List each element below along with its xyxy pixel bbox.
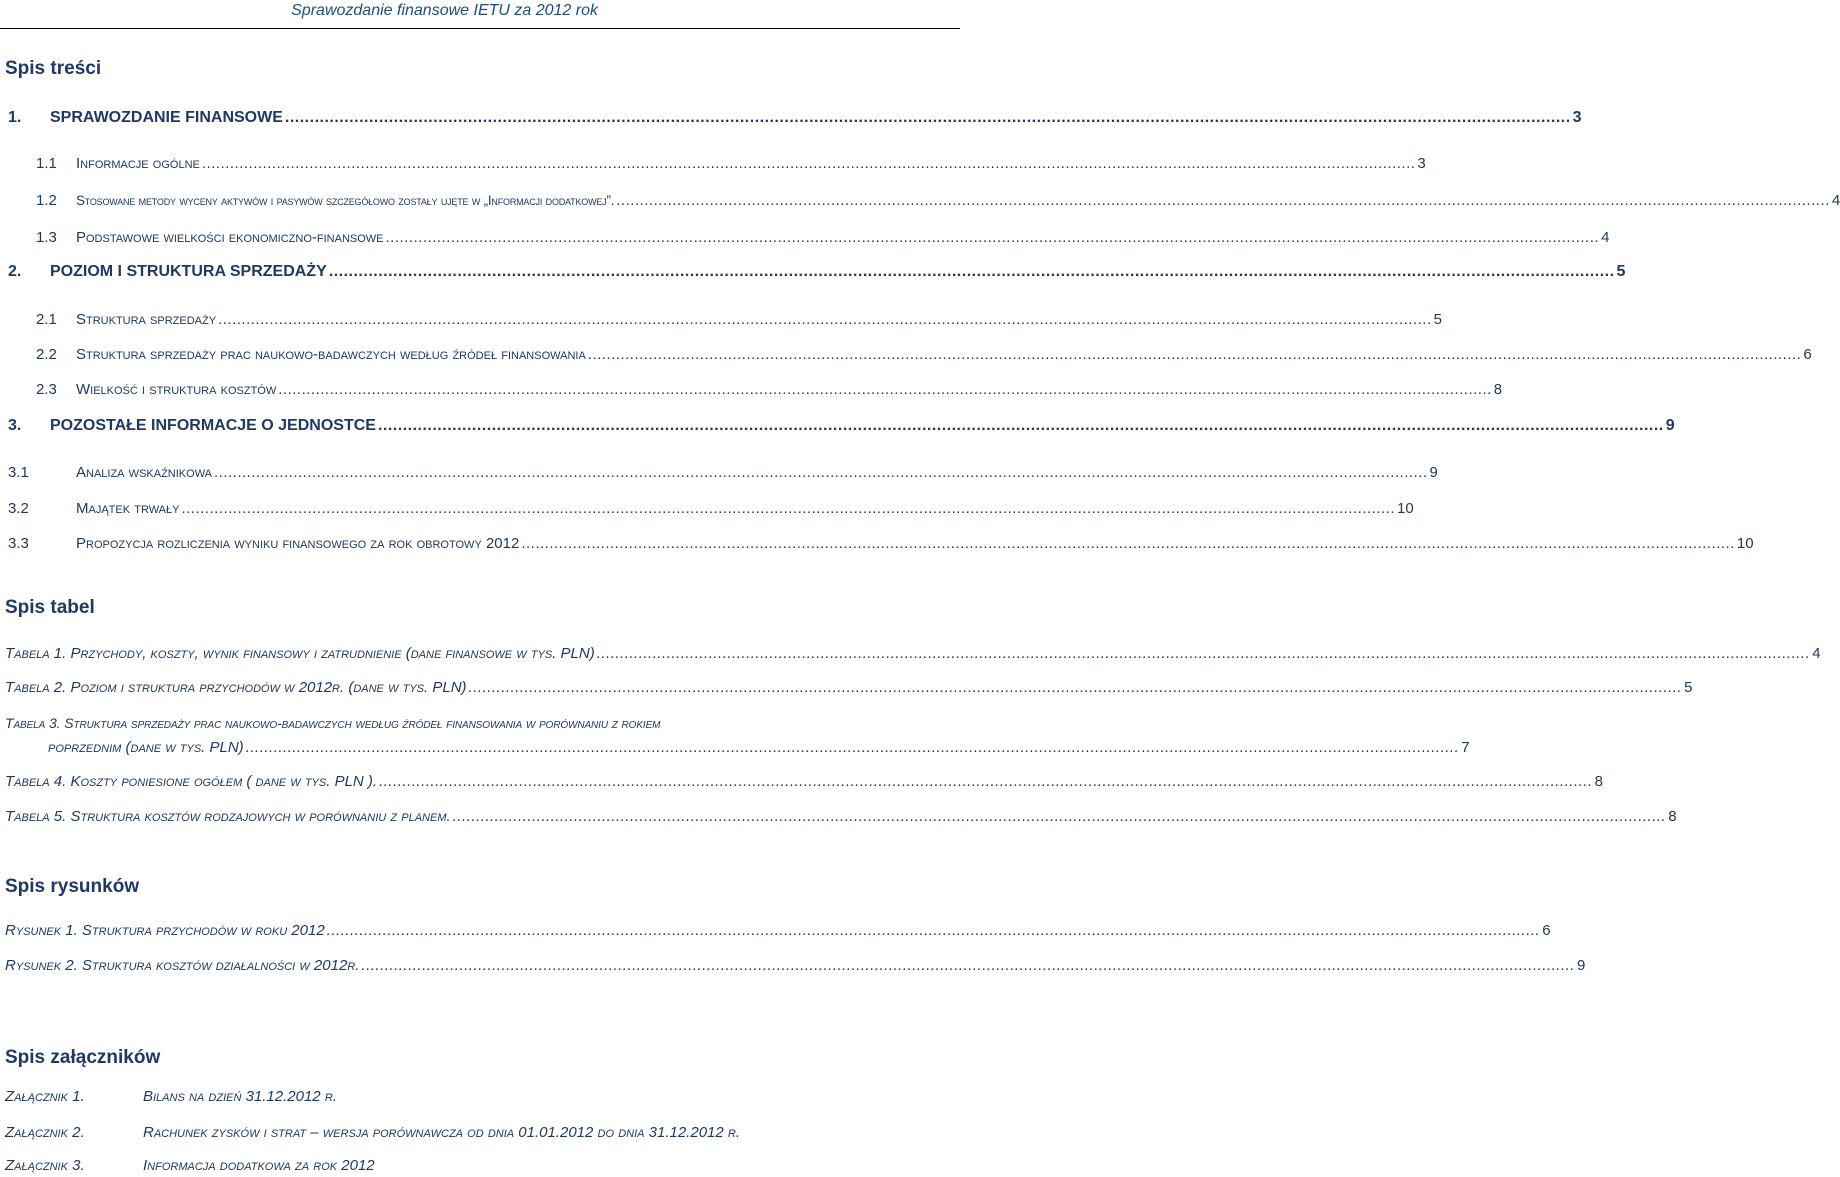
toc-entry-2-2[interactable]: 2.2 Struktura sprzedaży prac naukowo-badawczych według źródeł finansowania ..... 6: [36, 346, 884, 364]
attachment-entry-1[interactable]: Załącznik 1. Bilans na dzień 31.12.2012 r.: [5, 1088, 337, 1105]
toc-title: Spis treści: [5, 58, 102, 79]
figures-title: Spis rysunków: [5, 876, 140, 897]
document-title: Sprawozdanie finansowe IETU za 2012 rok: [291, 2, 598, 19]
attachments-title: Spis załączników: [5, 1047, 161, 1068]
table-entry-3[interactable]: Tabela 3. Struktura sprzedaży prac naukowo-badawczych według źródeł finansowania w porównaniu z rokiem: [5, 715, 661, 731]
attachment-entry-3[interactable]: Załącznik 3. Informacja dodatkowa za rok 2012: [5, 1157, 375, 1174]
figure-entry-2[interactable]: Rysunek 2. Struktura kosztów działalności w 2012r. ..... 9: [5, 957, 884, 975]
toc-entry-1-3[interactable]: 1.3 Podstawowe wielkości ekonomiczno-finansowe ..... 4: [36, 229, 884, 247]
toc-entry-1-1[interactable]: 1.1 Informacje ogólne ..... 3: [36, 155, 884, 173]
toc-entry-3[interactable]: 3. POZOSTAŁE INFORMACJE O JEDNOSTCE ..... 9: [8, 417, 884, 435]
table-entry-4[interactable]: Tabela 4. Koszty poniesione ogółem ( dane w tys. PLN ). ..... 8: [5, 773, 884, 791]
toc-entry-3-3[interactable]: 3.3 Propozycja rozliczenia wyniku finansowego za rok obrotowy 2012 ..... 10: [8, 535, 884, 553]
toc-entry-2-3[interactable]: 2.3 Wielkość i struktura kosztów ..... 8: [36, 381, 884, 399]
toc-entry-2-1[interactable]: 2.1 Struktura sprzedaży ..... 5: [36, 311, 884, 329]
toc-entry-2[interactable]: 2. POZIOM I STRUKTURA SPRZEDAŻY ..... 5: [8, 263, 884, 281]
tables-title: Spis tabel: [5, 597, 95, 618]
table-entry-2[interactable]: Tabela 2. Poziom i struktura przychodów w 2012r. (dane w tys. PLN) ..... 5: [5, 679, 884, 697]
toc-entry-1[interactable]: 1. SPRAWOZDANIE FINANSOWE ..... 3: [8, 109, 884, 127]
figure-entry-1[interactable]: Rysunek 1. Struktura przychodów w roku 2012 ..... 6: [5, 922, 884, 940]
table-entry-5[interactable]: Tabela 5. Struktura kosztów rodzajowych w porównaniu z planem. ..... 8: [5, 808, 884, 826]
attachment-entry-2[interactable]: Załącznik 2. Rachunek zysków i strat – wersja porównawcza od dnia 01.01.2012 do dnia 31.12.2012 r.: [5, 1124, 740, 1141]
toc-entry-1-2[interactable]: 1.2 Stosowane metody wyceny aktywów i pasywów szczegółowo zostały ujęte w „Informacji dodatkowej”. ..... 4: [36, 192, 884, 210]
toc-entry-3-1[interactable]: 3.1 Analiza wskaźnikowa ..... 9: [8, 464, 884, 482]
table-entry-3-continuation[interactable]: poprzednim (dane w tys. PLN) ..... 7: [48, 739, 884, 757]
toc-entry-3-2[interactable]: 3.2 Majątek trwały ..... 10: [8, 500, 884, 518]
running-header: [0, 0, 960, 29]
table-entry-1[interactable]: Tabela 1. Przychody, koszty, wynik finansowy i zatrudnienie (dane finansowe w tys. PLN) ..... 4: [5, 645, 884, 663]
